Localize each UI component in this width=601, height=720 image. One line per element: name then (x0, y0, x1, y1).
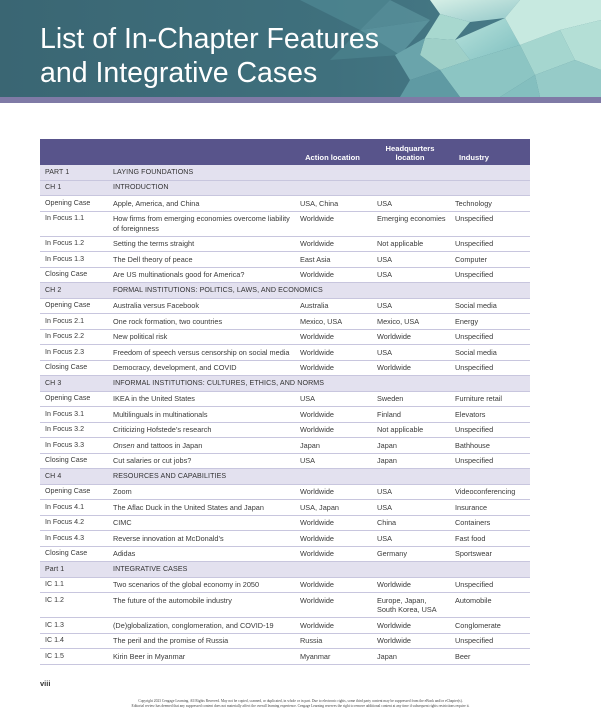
feature-label: Opening Case (40, 196, 107, 212)
table-row (40, 593, 530, 618)
headquarters-location: Mexico, USA (371, 314, 449, 330)
industry: Videoconferencing (449, 484, 530, 500)
feature-label: IC 1.1 (40, 577, 107, 593)
industry: Unspecified (449, 422, 530, 438)
feature-label: IC 1.2 (40, 593, 107, 618)
action-location: Worldwide (294, 515, 371, 531)
headquarters-location: USA (371, 252, 449, 268)
table-row (40, 500, 530, 516)
table-row (40, 345, 530, 361)
feature-label: Closing Case (40, 360, 107, 376)
feature-title: Multilinguals in multinationals (107, 407, 294, 423)
feature-title: The peril and the promise of Russia (107, 633, 294, 649)
feature-title: Kirin Beer in Myanmar (107, 649, 294, 665)
feature-label: IC 1.3 (40, 618, 107, 634)
column-header-action-location: Action location (294, 139, 371, 165)
headquarters-location: Worldwide (371, 633, 449, 649)
table-header-row (40, 139, 530, 165)
headquarters-location: USA (371, 531, 449, 547)
section-label: PART 1 (40, 165, 107, 180)
header-banner (0, 0, 601, 103)
table-row (40, 252, 530, 268)
headquarters-location: Japan (371, 649, 449, 665)
table-row (40, 531, 530, 547)
industry: Social media (449, 345, 530, 361)
page-title: List of In-Chapter Features and Integrative Cases (40, 23, 379, 89)
industry: Conglomerate (449, 618, 530, 634)
feature-label: In Focus 1.3 (40, 252, 107, 268)
industry: Computer (449, 252, 530, 268)
section-title: INTEGRATIVE CASES (107, 562, 530, 578)
industry: Unspecified (449, 633, 530, 649)
action-location: Worldwide (294, 577, 371, 593)
table-row (40, 422, 530, 438)
headquarters-location: USA (371, 484, 449, 500)
headquarters-location: USA (371, 298, 449, 314)
feature-label: In Focus 4.1 (40, 500, 107, 516)
industry: Unspecified (449, 236, 530, 252)
copyright-line: Copyright 2023 Cengage Learning. All Rights Reserved. May not be copied, scanned, or duplicated, in whole or in part. Due to electronic rights, some third party content may be suppressed from the eBook and/or eChapter(s). (138, 699, 463, 703)
industry: Insurance (449, 500, 530, 516)
section-row (40, 469, 530, 485)
feature-title-rest: and tattoos in Japan (134, 440, 203, 450)
table-row (40, 618, 530, 634)
industry: Beer (449, 649, 530, 665)
feature-title: Democracy, development, and COVID (107, 360, 294, 376)
feature-title (107, 438, 294, 454)
industry: Furniture retail (449, 391, 530, 407)
table-row (40, 515, 530, 531)
section-label: CH 1 (40, 180, 107, 196)
feature-title: New political risk (107, 329, 294, 345)
table-row (40, 391, 530, 407)
industry: Bathhouse (449, 438, 530, 454)
section-label: CH 3 (40, 376, 107, 392)
headquarters-location: Worldwide (371, 329, 449, 345)
feature-title: Cut salaries or cut jobs? (107, 453, 294, 469)
action-location: Worldwide (294, 236, 371, 252)
page-number: viii (40, 679, 51, 688)
feature-label: In Focus 2.2 (40, 329, 107, 345)
table-row (40, 314, 530, 330)
feature-title: Zoom (107, 484, 294, 500)
headquarters-location: Worldwide (371, 618, 449, 634)
table-row (40, 298, 530, 314)
feature-title: IKEA in the United States (107, 391, 294, 407)
industry: Unspecified (449, 211, 530, 236)
feature-label: In Focus 4.2 (40, 515, 107, 531)
section-row (40, 283, 530, 299)
headquarters-location: USA (371, 267, 449, 283)
section-row (40, 562, 530, 578)
industry: Unspecified (449, 360, 530, 376)
headquarters-location: Emerging economies (371, 211, 449, 236)
feature-label: Closing Case (40, 546, 107, 562)
feature-title: The Dell theory of peace (107, 252, 294, 268)
headquarters-location: Germany (371, 546, 449, 562)
headquarters-location: Sweden (371, 391, 449, 407)
table-row (40, 360, 530, 376)
feature-label: In Focus 4.3 (40, 531, 107, 547)
section-label: Part 1 (40, 562, 107, 578)
feature-label: Opening Case (40, 484, 107, 500)
action-location: Australia (294, 298, 371, 314)
feature-label: Closing Case (40, 267, 107, 283)
section-label: CH 2 (40, 283, 107, 299)
feature-label: Opening Case (40, 391, 107, 407)
feature-title: Are US multinationals good for America? (107, 267, 294, 283)
headquarters-location: Japan (371, 453, 449, 469)
action-location: Japan (294, 438, 371, 454)
feature-title: Apple, America, and China (107, 196, 294, 212)
column-header-label (40, 139, 107, 165)
headquarters-location: Worldwide (371, 577, 449, 593)
action-location: USA (294, 391, 371, 407)
action-location: Worldwide (294, 531, 371, 547)
feature-title: Two scenarios of the global economy in 2050 (107, 577, 294, 593)
headquarters-location: Finland (371, 407, 449, 423)
feature-title: Adidas (107, 546, 294, 562)
headquarters-location: Japan (371, 438, 449, 454)
headquarters-location: USA (371, 196, 449, 212)
table-row (40, 546, 530, 562)
column-header-headquarters-location: Headquarters location (371, 139, 449, 165)
action-location: East Asia (294, 252, 371, 268)
action-location: Worldwide (294, 407, 371, 423)
action-location: Worldwide (294, 484, 371, 500)
industry: Unspecified (449, 577, 530, 593)
feature-title: One rock formation, two countries (107, 314, 294, 330)
table-row (40, 196, 530, 212)
copyright-notice (20, 699, 581, 710)
action-location: Myanmar (294, 649, 371, 665)
feature-label: IC 1.5 (40, 649, 107, 665)
column-header-title (107, 139, 294, 165)
industry: Sportswear (449, 546, 530, 562)
accent-bar (0, 97, 601, 103)
section-title: INTRODUCTION (107, 180, 530, 196)
industry: Unspecified (449, 267, 530, 283)
feature-label: In Focus 2.3 (40, 345, 107, 361)
action-location: Worldwide (294, 618, 371, 634)
feature-label: Opening Case (40, 298, 107, 314)
industry: Automobile (449, 593, 530, 618)
features-table (40, 139, 530, 665)
action-location: Worldwide (294, 422, 371, 438)
section-label: CH 4 (40, 469, 107, 485)
headquarters-location: China (371, 515, 449, 531)
action-location: USA, China (294, 196, 371, 212)
feature-title: How firms from emerging economies overcome liability of foreignness (107, 211, 294, 236)
action-location: Russia (294, 633, 371, 649)
table-row (40, 211, 530, 236)
table-row (40, 633, 530, 649)
industry: Energy (449, 314, 530, 330)
action-location: Mexico, USA (294, 314, 371, 330)
headquarters-location: Not applicable (371, 236, 449, 252)
action-location: USA, Japan (294, 500, 371, 516)
feature-title: CIMC (107, 515, 294, 531)
action-location: Worldwide (294, 329, 371, 345)
feature-label: Closing Case (40, 453, 107, 469)
feature-label: IC 1.4 (40, 633, 107, 649)
section-title: LAYING FOUNDATIONS (107, 165, 530, 180)
section-row (40, 180, 530, 196)
section-title: INFORMAL INSTITUTIONS: CULTURES, ETHICS, AND NORMS (107, 376, 530, 392)
industry: Containers (449, 515, 530, 531)
headquarters-location: USA (371, 345, 449, 361)
industry: Unspecified (449, 329, 530, 345)
section-row (40, 165, 530, 180)
action-location: Worldwide (294, 211, 371, 236)
feature-title: The Aflac Duck in the United States and Japan (107, 500, 294, 516)
headquarters-location: Europe, Japan, South Korea, USA (371, 593, 449, 618)
feature-label: In Focus 3.3 (40, 438, 107, 454)
feature-title: Freedom of speech versus censorship on social media (107, 345, 294, 361)
table-row (40, 577, 530, 593)
headquarters-location: USA (371, 500, 449, 516)
table-row (40, 453, 530, 469)
table-row (40, 407, 530, 423)
feature-title: Setting the terms straight (107, 236, 294, 252)
feature-title-italic: Onsen (113, 440, 135, 450)
table-row (40, 649, 530, 665)
table-row (40, 329, 530, 345)
feature-title: Criticizing Hofstede’s research (107, 422, 294, 438)
action-location: Worldwide (294, 546, 371, 562)
section-title: FORMAL INSTITUTIONS: POLITICS, LAWS, AND ECONOMICS (107, 283, 530, 299)
feature-label: In Focus 1.1 (40, 211, 107, 236)
table-row (40, 438, 530, 454)
industry: Unspecified (449, 453, 530, 469)
action-location: USA (294, 453, 371, 469)
feature-title: Reverse innovation at McDonald’s (107, 531, 294, 547)
industry: Technology (449, 196, 530, 212)
industry: Fast food (449, 531, 530, 547)
feature-title: (De)globalization, conglomeration, and COVID-19 (107, 618, 294, 634)
headquarters-location: Not applicable (371, 422, 449, 438)
feature-label: In Focus 3.2 (40, 422, 107, 438)
headquarters-location: Worldwide (371, 360, 449, 376)
section-title: RESOURCES AND CAPABILITIES (107, 469, 530, 485)
section-row (40, 376, 530, 392)
industry: Social media (449, 298, 530, 314)
action-location: Worldwide (294, 593, 371, 618)
action-location: Worldwide (294, 267, 371, 283)
table-row (40, 236, 530, 252)
table-row (40, 267, 530, 283)
action-location: Worldwide (294, 345, 371, 361)
action-location: Worldwide (294, 360, 371, 376)
feature-label: In Focus 2.1 (40, 314, 107, 330)
feature-title: The future of the automobile industry (107, 593, 294, 618)
table-body (40, 165, 530, 664)
feature-label: In Focus 3.1 (40, 407, 107, 423)
column-header-industry: Industry (449, 139, 530, 165)
feature-label: In Focus 1.2 (40, 236, 107, 252)
industry: Elevators (449, 407, 530, 423)
feature-title: Australia versus Facebook (107, 298, 294, 314)
table-row (40, 484, 530, 500)
copyright-line: Editorial review has deemed that any suppressed content does not materially affect the overall learning experience. Cengage Learning reserves the right to remove additional content at any time if subsequent rights restrictions require it. (131, 704, 470, 709)
